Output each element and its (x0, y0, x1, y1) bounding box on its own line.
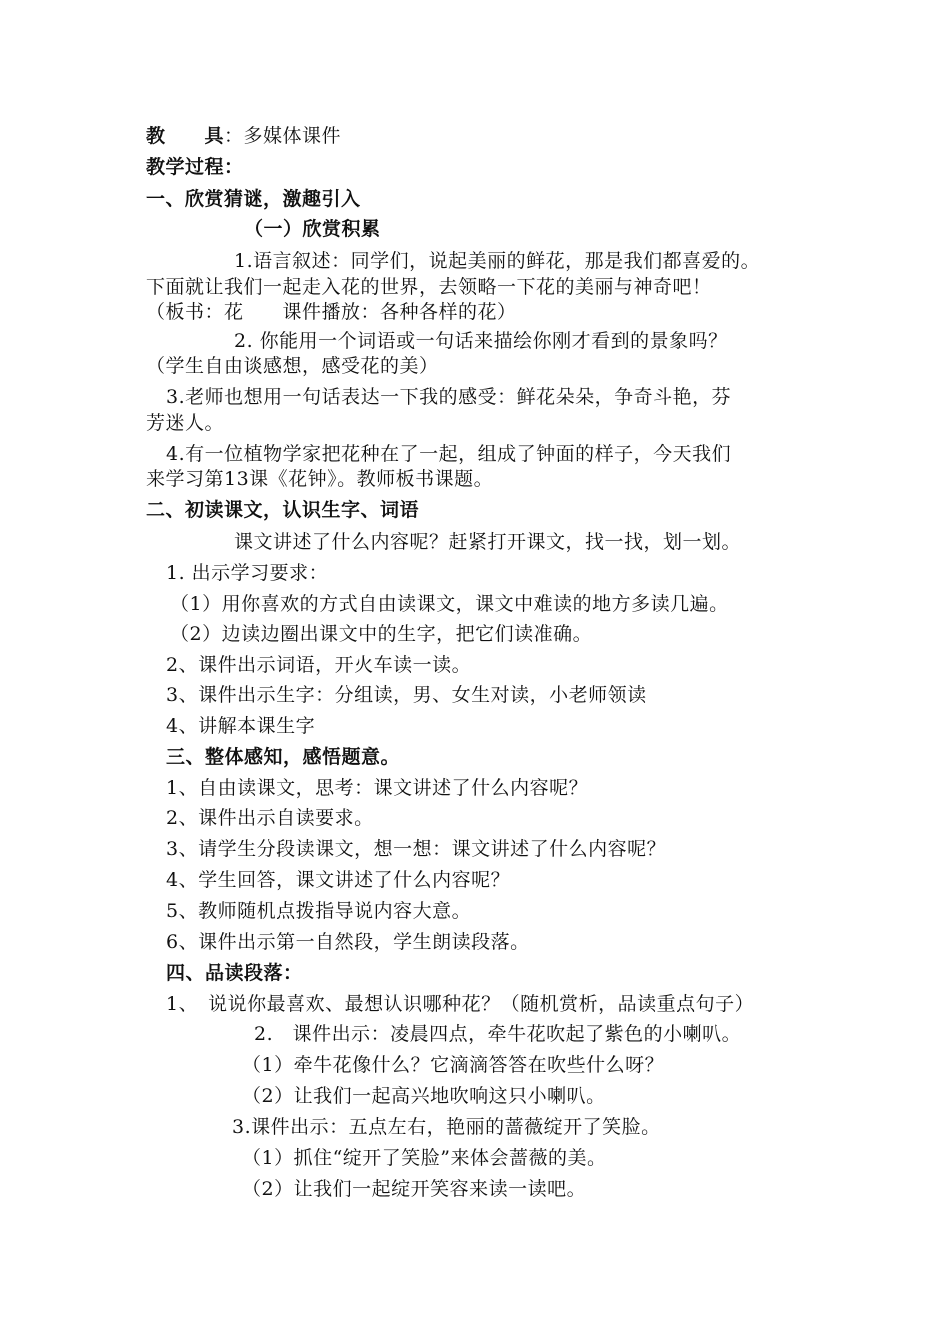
teaching-aids-value: ：多媒体课件 (224, 125, 342, 147)
body-line: 2、课件出示自读要求。 (166, 807, 374, 829)
body-line: 2. 课件出示：凌晨四点，牵牛花吹起了紫色的小喇叭。 (254, 1023, 742, 1045)
body-line: 4、学生回答，课文讲述了什么内容呢？ (166, 869, 511, 891)
teaching-aids-line (146, 123, 341, 149)
body-line: 1. 出示学习要求： (166, 562, 329, 584)
sub-heading: （一）欣赏积累 (244, 218, 381, 240)
body-line: 2、课件出示词语，开火车读一读。 (166, 654, 472, 676)
body-line: （学生自由谈感想，感受花的美） (146, 355, 439, 377)
teaching-aids-label: 教 具 (146, 125, 225, 147)
body-line: （2）边读边圈出课文中的生字，把它们读准确。 (170, 623, 593, 645)
body-line: 下面就让我们一起走入花的世界，去领略一下花的美丽与神奇吧！ (146, 276, 712, 298)
body-line: 4.有一位植物学家把花种在了一起，组成了钟面的样子，今天我们 (166, 443, 732, 465)
body-line: 1、 说说你最喜欢、最想认识哪种花？（随机赏析，品读重点句子） (166, 993, 755, 1015)
body-line: 来学习第13课《花钟》。教师板书课题。 (146, 468, 494, 490)
body-line: 3.课件出示：五点左右，艳丽的蔷薇绽开了笑脸。 (232, 1116, 661, 1138)
body-line: 芳迷人。 (146, 412, 225, 434)
body-line: 6、课件出示第一自然段，学生朗读段落。 (166, 931, 530, 953)
body-line: （2）让我们一起高兴地吹响这只小喇叭。 (242, 1085, 606, 1107)
body-line: （2）让我们一起绽开笑容来读一读吧。 (242, 1178, 587, 1200)
section-heading: 四、品读段落： (166, 962, 303, 984)
body-line: 4、讲解本课生字 (166, 715, 316, 737)
body-line: 1.语言叙述：同学们，说起美丽的鲜花，那是我们都喜爱的。 (234, 250, 761, 272)
body-line: 3.老师也想用一句话表达一下我的感受：鲜花朵朵，争奇斗艳，芬 (166, 386, 732, 408)
body-line: （1）抓住“绽开了笑脸”来体会蔷薇的美。 (242, 1147, 607, 1169)
section-heading: 三、整体感知，感悟题意。 (166, 746, 401, 768)
body-line: 3、课件出示生字：分组读，男、女生对读，小老师领读 (166, 684, 647, 706)
body-line: 课文讲述了什么内容呢？赶紧打开课文，找一找，划一划。 (234, 531, 742, 553)
body-line: （板书：花 课件播放：各种各样的花） (146, 301, 517, 323)
section-heading: 一、欣赏猜谜，激趣引入 (146, 188, 361, 210)
section-heading: 教学过程： (146, 156, 244, 178)
section-heading: 二、初读课文，认识生字、词语 (146, 499, 420, 521)
body-line: 1、自由读课文，思考：课文讲述了什么内容呢？ (166, 777, 589, 799)
body-line: （1）用你喜欢的方式自由读课文，课文中难读的地方多读几遍。 (170, 593, 729, 615)
body-line: 5、教师随机点拨指导说内容大意。 (166, 900, 472, 922)
body-line: 3、请学生分段读课文，想一想：课文讲述了什么内容呢？ (166, 838, 667, 860)
body-line: 2. 你能用一个词语或一句话来描绘你刚才看到的景象吗？ (234, 330, 728, 352)
body-line: （1）牵牛花像什么？它滴滴答答在吹些什么呀？ (242, 1054, 665, 1076)
